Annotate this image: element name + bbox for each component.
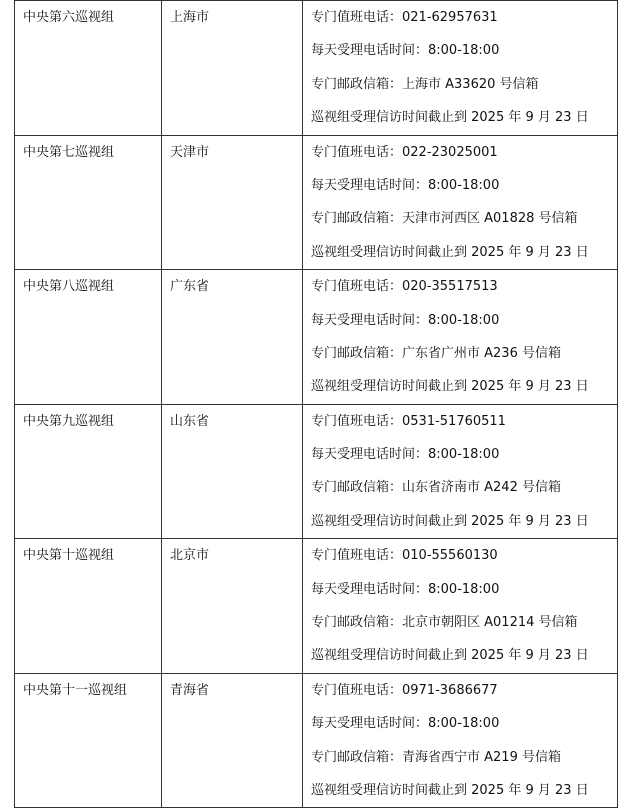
deadline-line: 巡视组受理信访时间截止到 2025 年 9 月 23 日 (311, 110, 589, 126)
hours-line: 每天受理电话时间：8:00-18:00 (311, 447, 500, 463)
group-name: 中央第七巡视组 (15, 135, 162, 270)
table-row (15, 539, 618, 674)
phone-line: 专门值班电话：010-55560130 (311, 548, 498, 564)
deadline-line: 巡视组受理信访时间截止到 2025 年 9 月 23 日 (311, 648, 589, 664)
contact-details (303, 673, 618, 808)
deadline-line: 巡视组受理信访时间截止到 2025 年 9 月 23 日 (311, 782, 589, 798)
phone-line: 专门值班电话：022-23025001 (311, 144, 498, 160)
hours-line: 每天受理电话时间：8:00-18:00 (311, 581, 500, 597)
region-name: 北京市 (162, 539, 303, 674)
table-row (15, 1, 618, 136)
region-name: 天津市 (162, 135, 303, 270)
contact-details (303, 539, 618, 674)
hours-line: 每天受理电话时间：8:00-18:00 (311, 312, 500, 328)
group-name: 中央第十巡视组 (15, 539, 162, 674)
mailbox-line: 专门邮政信箱：广东省广州市 A236 号信箱 (311, 345, 561, 361)
phone-line: 专门值班电话：0971-3686677 (311, 682, 498, 698)
group-name: 中央第八巡视组 (15, 270, 162, 405)
mailbox-line: 专门邮政信箱：山东省济南市 A242 号信箱 (311, 480, 561, 496)
phone-line: 专门值班电话：020-35517513 (311, 279, 498, 295)
region-name: 山东省 (162, 404, 303, 539)
table-row (15, 135, 618, 270)
table-row (15, 270, 618, 405)
region-name: 上海市 (162, 1, 303, 136)
phone-line: 专门值班电话：021-62957631 (311, 10, 498, 25)
table-row (15, 404, 618, 539)
table-row (15, 673, 618, 808)
inspection-contact-table (14, 0, 618, 808)
region-name: 广东省 (162, 270, 303, 405)
contact-details (303, 404, 618, 539)
phone-line: 专门值班电话：0531-51760511 (311, 413, 506, 429)
hours-line: 每天受理电话时间：8:00-18:00 (311, 177, 500, 193)
mailbox-line: 专门邮政信箱：北京市朝阳区 A01214 号信箱 (311, 615, 578, 631)
region-name: 青海省 (162, 673, 303, 808)
contact-details (303, 1, 618, 136)
hours-line: 每天受理电话时间：8:00-18:00 (311, 43, 500, 59)
deadline-line: 巡视组受理信访时间截止到 2025 年 9 月 23 日 (311, 244, 589, 260)
contact-details (303, 135, 618, 270)
group-name: 中央第六巡视组 (15, 1, 162, 136)
group-name: 中央第十一巡视组 (15, 673, 162, 808)
deadline-line: 巡视组受理信访时间截止到 2025 年 9 月 23 日 (311, 379, 589, 395)
mailbox-line: 专门邮政信箱：上海市 A33620 号信箱 (311, 76, 539, 92)
mailbox-line: 专门邮政信箱：天津市河西区 A01828 号信箱 (311, 211, 578, 227)
contact-details (303, 270, 618, 405)
hours-line: 每天受理电话时间：8:00-18:00 (311, 716, 500, 732)
mailbox-line: 专门邮政信箱：青海省西宁市 A219 号信箱 (311, 749, 561, 765)
group-name: 中央第九巡视组 (15, 404, 162, 539)
deadline-line: 巡视组受理信访时间截止到 2025 年 9 月 23 日 (311, 513, 589, 529)
